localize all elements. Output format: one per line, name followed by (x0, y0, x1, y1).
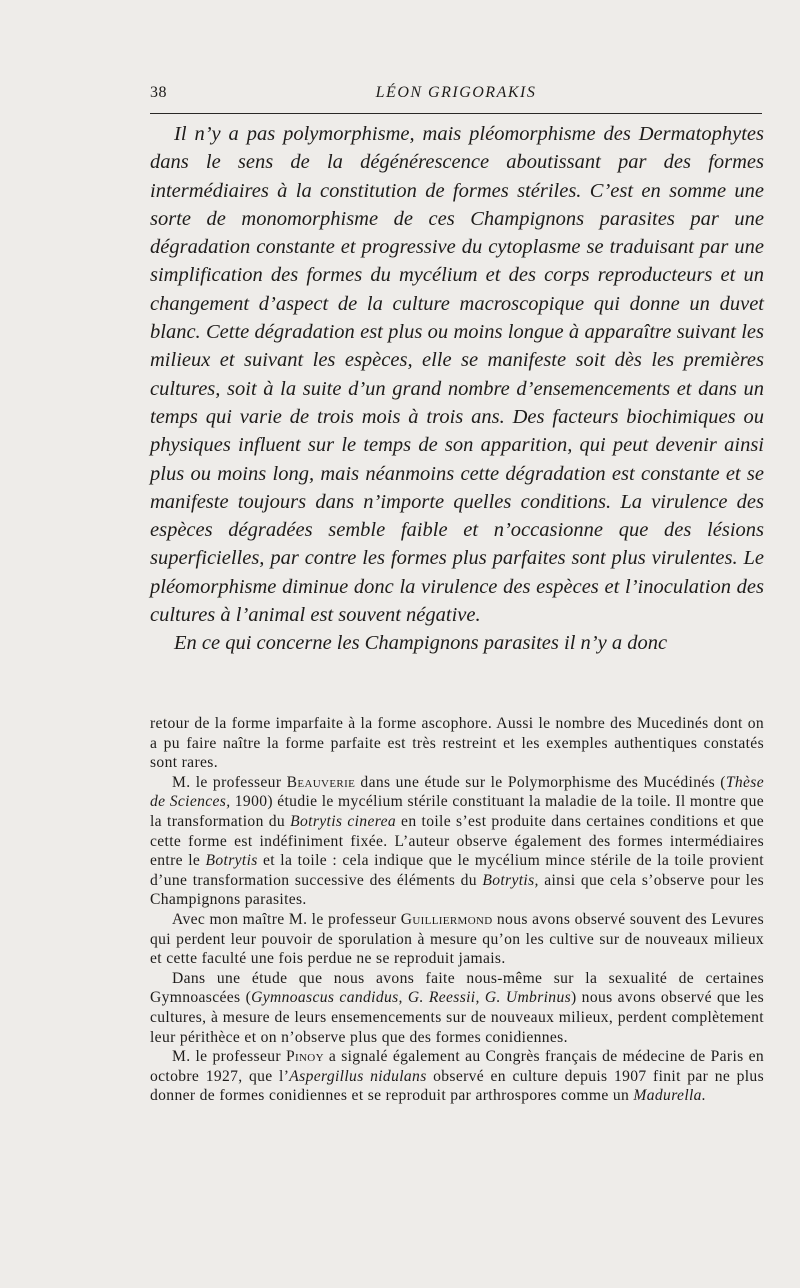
italic-term: Gymnoascus candidus, G. Reessii, G. Umbrinus (251, 989, 572, 1007)
note-text: ainsi que cela s’observe pour les Champignons parasites. (150, 871, 765, 909)
note-text: dans une étude sur le Polymorphisme des Mucédinés ( (355, 773, 726, 791)
main-paragraph: Il n’y a pas polymorphisme, mais pléomorphisme des Dermatophytes dans le sens de la dégénérescence aboutissant par des formes intermédiaires à la constitution de formes stériles. C’est en somme une sorte de monomorphisme de ces Champignons parasites par une dégradation constante et progressive du cytoplasme se traduisant par une simplification des formes du mycélium et des corps reproducteurs et un changement d’aspect de la culture macroscopique qui donne un duvet blanc. Cette dégradation est plus ou moins longue à apparaître suivant les milieux et suivant les espèces, elle se manifeste soit dès les premières cultures, soit à la suite d’un grand nombre d’ensemencements et dans un temps qui varie de trois mois à trois ans. Des facteurs biochimiques ou physiques influent sur le temps de son apparition, qui peut devenir ainsi plus ou moins long, mais néanmoins cette dégradation est constante et se manifeste toujours dans n’importe quelles conditions. La virulence des espèces dégradées semble faible et n’occasionne que des lésions superficielles, par contre les formes plus parfaites sont plus virulentes. Le pléomorphisme diminue donc la virulence des espèces et l’inoculation des cultures à l’animal est souvent négative. (150, 123, 764, 627)
italic-term: Botrytis cinerea (290, 812, 396, 830)
note-text: nous avons observé souvent des Levures qui perdent leur pouvoir de sporulation à mesure qu’on les cultive sur de nouveaux milieux et cette faculté une fois perdue ne se reproduit jamais. (150, 910, 764, 968)
note-text: Dans une étude que nous avons faite nous-même sur la sexualité de certaines Gymnoascées ( (150, 969, 764, 1007)
note-text: M. le professeur (172, 773, 287, 791)
running-head: LÉON GRIGORAKIS (375, 84, 537, 101)
note-text: Avec mon maître M. le professeur (172, 910, 401, 928)
author-name: Guilliermond (400, 910, 493, 928)
italic-term: Aspergillus nidulans (289, 1067, 427, 1085)
note-text: en toile s’est produite dans certaines conditions et que cette forme est indéfiniment fixée. L’auteur observe également des formes intermédiaires entre le (150, 812, 764, 870)
note-text: observé en culture depuis 1907 finit par ne plus donner de formes conidiennes et se reproduit par arthrospores comme un (150, 1067, 764, 1105)
page-number: 38 (150, 84, 167, 101)
main-text-block (150, 120, 764, 658)
author-name: Pinoy (285, 1048, 324, 1066)
note-text: ) nous avons observé que les cultures, à mesure de leurs ensemencements sur de nouveaux milieux, perdent complètement leur périthèce et on n’observe plus que des formes conidiennes. (150, 989, 765, 1046)
note-text: M. le professeur (172, 1048, 286, 1066)
note-text: 1900) étudie le mycélium stérile constituant la maladie de la toile. Il montre que la transformation du (150, 793, 764, 830)
italic-term: Thèse de Sciences, (150, 773, 764, 811)
italic-term: Botrytis, (482, 871, 539, 889)
note-paragraph (150, 910, 764, 969)
italic-term: Botrytis (205, 852, 258, 870)
note-text: a signalé également au Congrès français de médecine de Paris en octobre 1927, que l’ (150, 1048, 764, 1085)
note-paragraph: retour de la forme imparfaite à la forme ascophore. Aussi le nombre des Mucedinés dont on a pu faire naître la forme parfaite est très restreint et les exemples authentiques constatés sont rares. (150, 715, 764, 772)
italic-term: Madurella. (633, 1087, 707, 1105)
author-name: Beauverie (286, 773, 356, 791)
header-rule (150, 113, 762, 114)
note-paragraph (150, 1047, 764, 1106)
page-header (150, 84, 762, 110)
note-text: et la toile : cela indique que le mycélium mince stérile de la toile provient d’une transformation successive des éléments du (150, 852, 764, 889)
main-paragraph: En ce qui concerne les Champignons parasites il n’y a donc (174, 632, 668, 655)
note-paragraph (150, 773, 764, 910)
footnote-block (150, 714, 764, 1106)
note-paragraph (150, 969, 764, 1047)
